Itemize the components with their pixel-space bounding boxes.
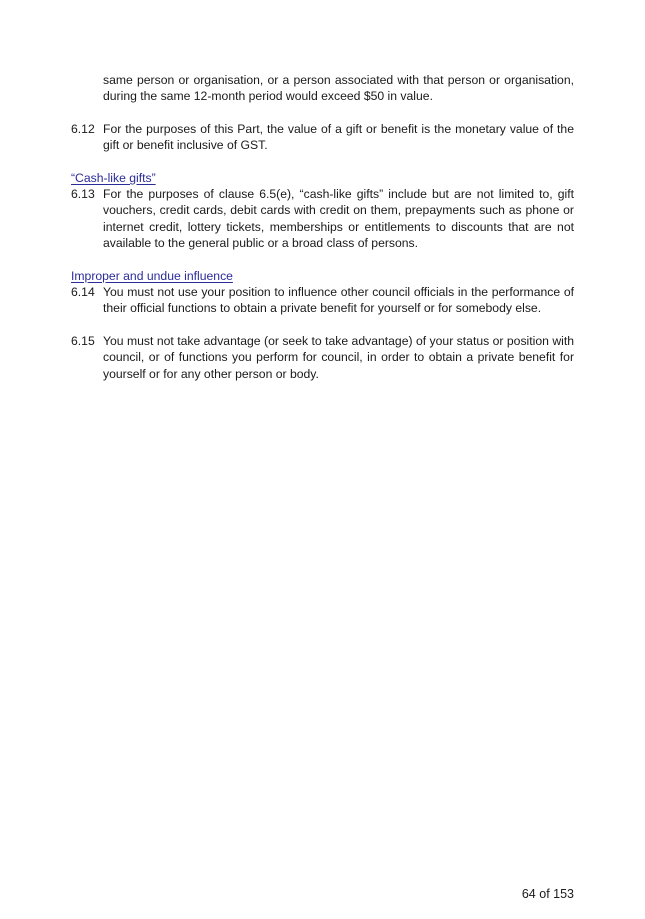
clause-6-14 (71, 284, 574, 317)
clause-text: For the purposes of this Part, the value of a gift or benefit is the monetary value of the gift or benefit inclusive of GST. (103, 122, 574, 153)
clause-text: You must not use your position to influence other council officials in the performance of their official functions to obtain a private benefit for yourself or for somebody else. (103, 285, 574, 316)
clause-number: 6.14 (71, 285, 95, 299)
clause-text: You must not take advantage (or seek to take advantage) of your status or position with council, or of functions you perform for council, in order to obtain a private benefit for yourself or for any other person or body. (103, 334, 574, 381)
clause-text: For the purposes of clause 6.5(e), “cash-like gifts” include but are not limited to, gift vouchers, credit cards, debit cards with credit on them, prepayments such as phone or internet credit, lottery tickets, memberships or entitlements to discounts that are not available to the general public or a broad class of persons. (103, 187, 574, 251)
clause-6-15 (71, 333, 574, 382)
clause-number: 6.12 (71, 122, 95, 136)
continuation-paragraph: same person or organisation, or a person associated with that person or organisation, during the same 12-month period would exceed $50 in value. (103, 73, 574, 104)
clause-number: 6.13 (71, 187, 95, 201)
page-number: 64 of 153 (521, 887, 574, 901)
section-heading-improper-influence: Improper and undue influence (71, 269, 233, 283)
clause-number: 6.15 (71, 334, 95, 348)
section-heading-cash-like-gifts: “Cash-like gifts” (71, 171, 156, 185)
clause-6-13 (71, 186, 574, 252)
clause-6-12 (71, 121, 574, 154)
